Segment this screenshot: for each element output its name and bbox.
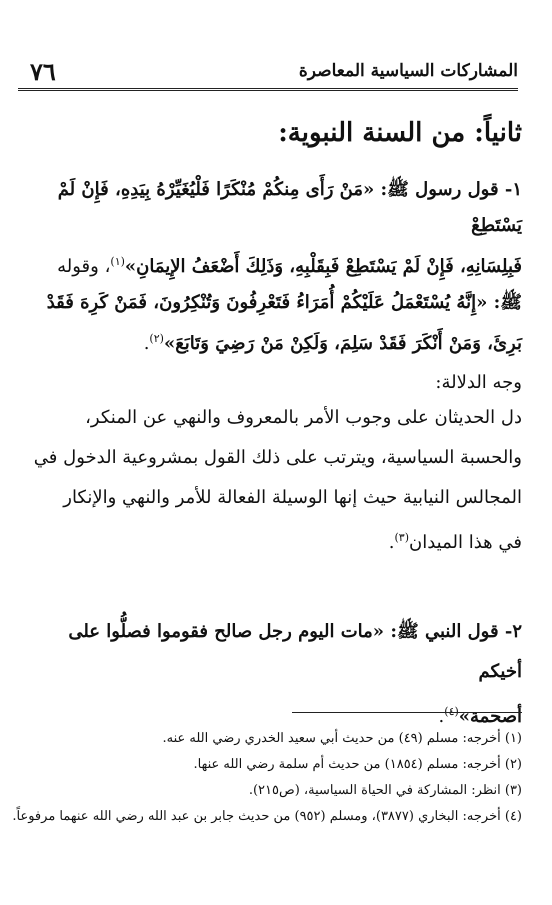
evidence-line2: والحسبة السياسية، ويترتب على ذلك القول بمشروعية الدخول في — [33, 447, 522, 468]
footnote-ref-4: (٤) — [444, 705, 459, 718]
item2-line2-tail: . — [438, 706, 445, 727]
running-title: المشاركات السياسية المعاصرة — [298, 61, 518, 81]
footnote-3: (٣) انظر: المشاركة في الحياة السياسية، (ص٢١٥). — [248, 783, 522, 798]
item1-line3: ﷺ: «إِنَّهُ يُسْتَعْمَلُ عَلَيْكُمْ أُمَرَاءُ فَتَعْرِفُونَ وَتُنْكِرُونَ، فَمَنْ كَرِهَ فَقَدْ — [46, 292, 522, 313]
header-rule — [18, 88, 518, 91]
item1-line2-tail: ، وقوله — [57, 256, 111, 277]
footnote-ref-1: (١) — [110, 255, 125, 268]
item1-line2: فَبِلِسَانِهِ، فَإِنْ لَمْ يَسْتَطِعْ فَبِقَلْبِهِ، وَذَلِكَ أَضْعَفُ الإِيمَانِ» — [124, 256, 522, 277]
item1-line2-wrap — [27, 244, 522, 285]
footnote-4: (٤) أخرجه: البخاري (٣٨٧٧)، ومسلم (٩٥٢) من حديث جابر بن عبد الله رضي الله عنهما مرفوعاً. — [12, 809, 522, 824]
footnote-ref-3: (٣) — [394, 531, 410, 544]
item2-line2: أصحمة» — [458, 706, 522, 727]
item1-line4-wrap — [27, 321, 522, 362]
item1-line1: ١- قول رسول ﷺ: «مَنْ رَأَى مِنكُمْ مُنْكَرًا فَلْيُغَيِّرْهُ بِيَدِهِ، فَإِنْ لَمْ يَسْتَطِعْ — [57, 179, 522, 236]
evidence-line4-wrap — [27, 518, 522, 563]
page-header — [18, 56, 518, 86]
evidence-section — [27, 368, 522, 563]
evidence-label: وجه الدلالة: — [435, 372, 522, 393]
item1-line4-tail: . — [143, 333, 150, 354]
evidence-line4: في هذا الميدان — [409, 532, 522, 553]
item2-line1: ٢- قول النبي ﷺ: «مات اليوم رجل صالح فقوموا فصلُّوا على أخيكم — [68, 621, 522, 682]
footnote-2: (٢) أخرجه: مسلم (١٨٥٤) من حديث أم سلمة رضي الله عنها. — [193, 757, 522, 772]
section-heading: ثانياً: من السنة النبوية: — [278, 118, 522, 148]
footnote-separator — [292, 712, 522, 713]
footnotes — [12, 726, 522, 830]
evidence-line4-tail: . — [388, 532, 395, 553]
evidence-line1: دل الحديثان على وجوب الأمر بالمعروف والنهي عن المنكر، — [85, 407, 522, 428]
hadith-item-1 — [27, 172, 522, 362]
item1-line4: بَرِئَ، وَمَنْ أَنْكَرَ فَقَدْ سَلِمَ، وَلَكِنْ مَنْ رَضِيَ وَتَابَعَ» — [163, 333, 522, 354]
page-number: ٧٦ — [30, 56, 56, 86]
hadith-item-2 — [27, 612, 522, 737]
evidence-line3: المجالس النيابية حيث إنها الوسيلة الفعالة للأمر والنهي والإنكار — [63, 487, 522, 508]
footnote-1: (١) أخرجه: مسلم (٤٩) من حديث أبي سعيد الخدري رضي الله عنه. — [162, 731, 522, 746]
footnote-ref-2: (٢) — [149, 332, 164, 345]
